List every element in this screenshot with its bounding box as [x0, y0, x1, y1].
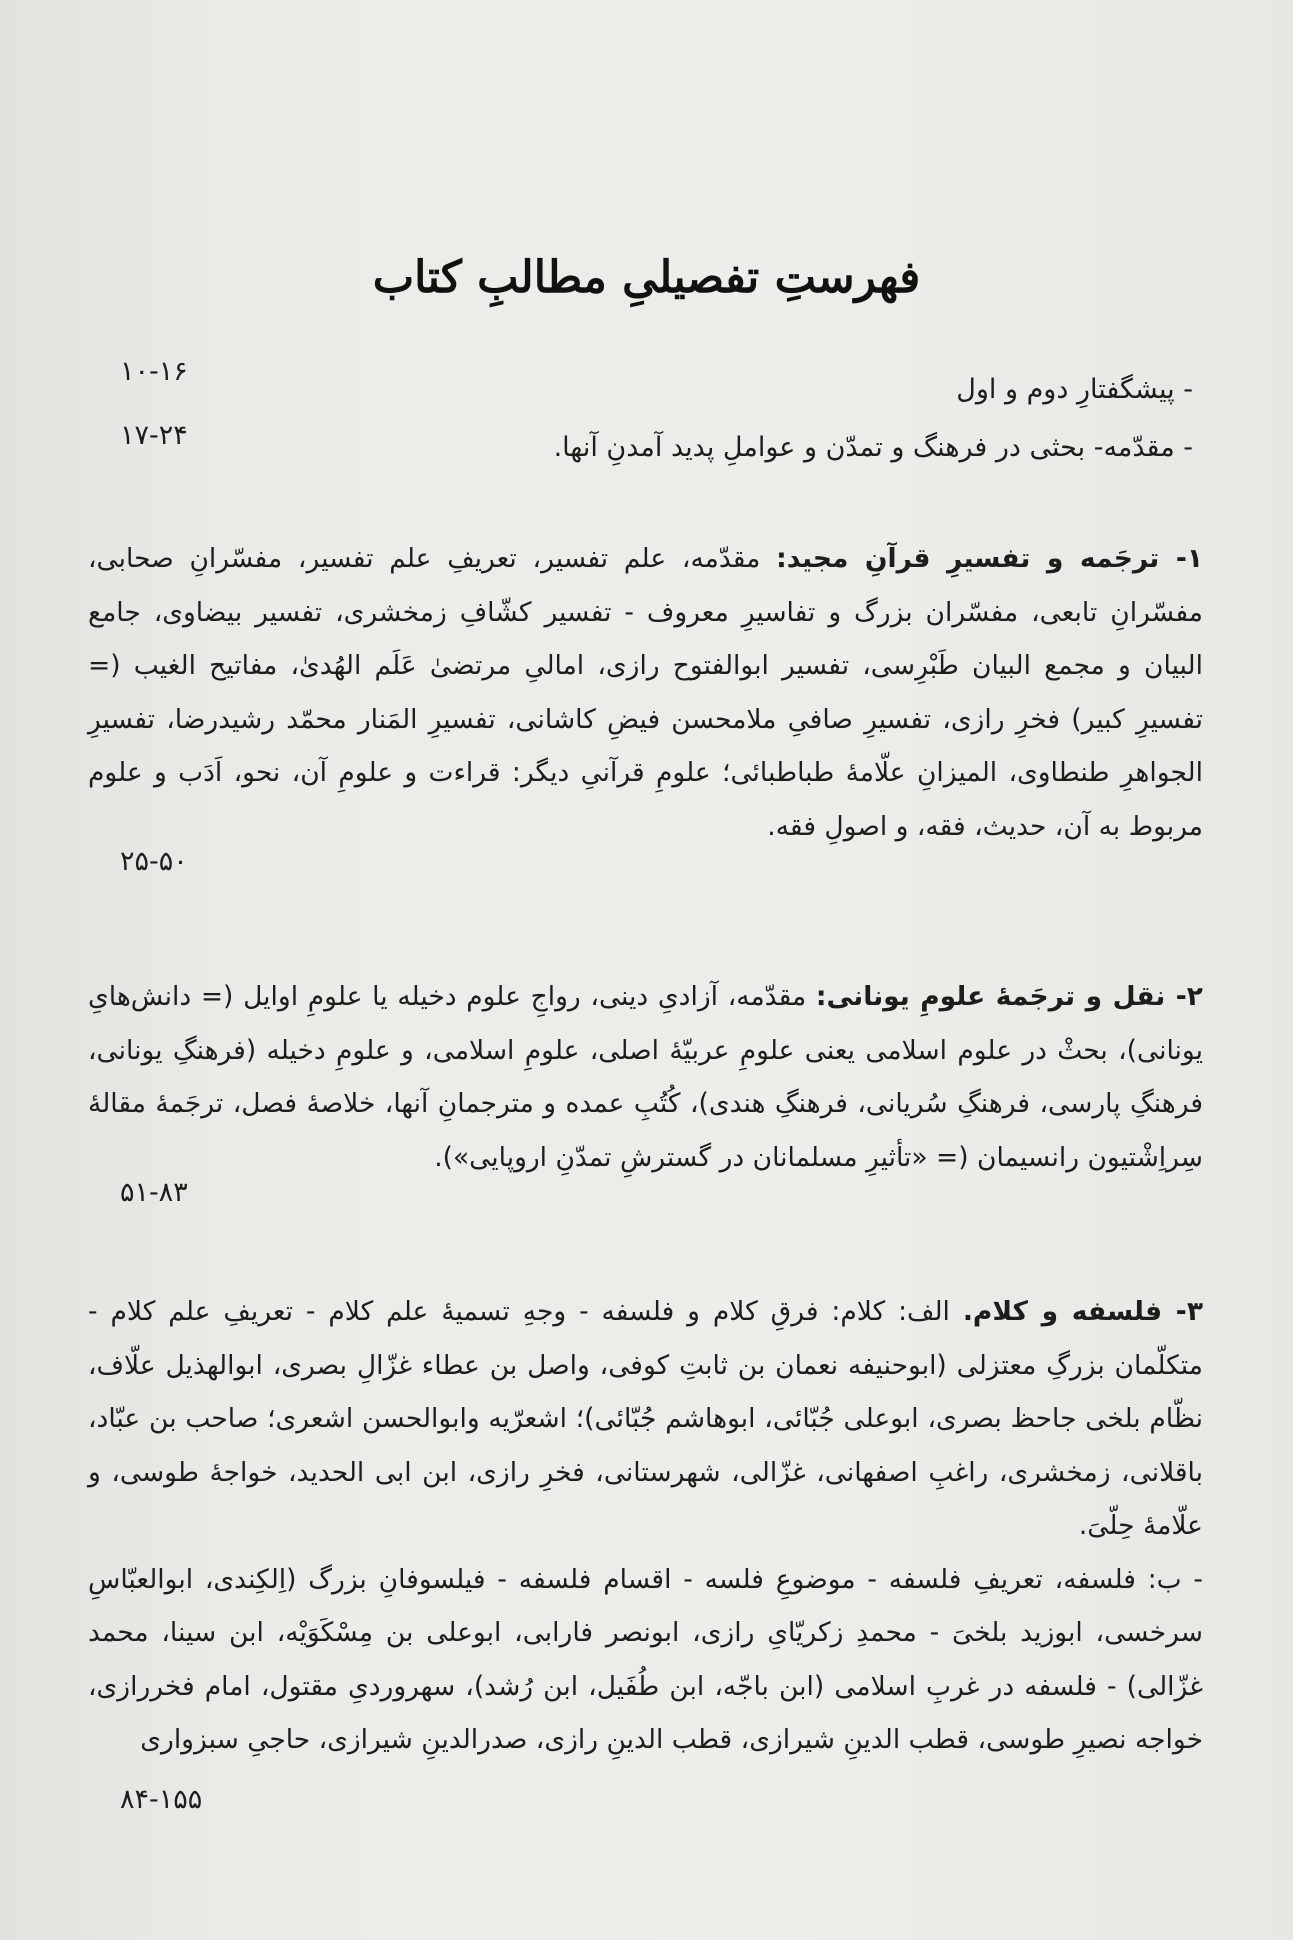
section-page-range: ۵۱-۸۳ — [120, 1177, 188, 1208]
section-body: - ب: فلسفه، تعریفِ فلسفه - موضوعِ فلسه - اقسام فلسفه - فیلسوفانِ بزرگ (اِلکِندی، ابوالعبّاسِ سرخسی، ابوزید بلخیَ - محمدِ زکریّایِ رازی، ابونصر فارابی، ابوعلی بن مِسْکَوَیْه، ابن سینا، محمد غزّالی) - فلسفه در غربِ اسلامی (ابن باجّه، ابن طُفَیل، ابن رُشد)، سهروردیِ مقتول، امام فخررازی، خواجه نصیرِ طوسی، قطب الدینِ شیرازی، قطب الدینِ رازی، صدرالدینِ شیرازی، حاجیِ سبزواری — [88, 1563, 1203, 1755]
intro-entry: - مقدّمه- بحثی در فرهنگ و تمدّن و عواملِ پدید آمدنِ آنها. — [553, 432, 1193, 463]
section-heading: ۱- ترجَمه و تفسیرِ قرآنِ مجید: — [776, 543, 1203, 574]
section-page-range: ۸۴-۱۵۵ — [120, 1784, 203, 1815]
section-body: الف: کلام: فرقِ کلام و فلسفه - وجهِ تسمیهٔ علم کلام - تعریفِ علم کلام - متکلّمان بزرگِ معتزلی (ابوحنیفه نعمان بن ثابتِ کوفی، واصل بن عطاء غزّالِ بصری، ابوالهذیل علّاف، نظّام بلخی جاحظ بصری، ابوعلی جُبّائی، ابوهاشم جُبّائی)؛ اشعرّیه وابوالحسن اشعری؛ صاحب بن عبّاد، باقلانی، زمخشری، راغبِ اصفهانی، غزّالی، شهرستانی، فخرِ رازی، ابن ابی الحدید، خواجهٔ طوسی، و علّامهٔ حِلّیَ. — [88, 1296, 1203, 1541]
section-paragraph — [88, 1553, 1203, 1767]
preface-entry: - پیشگفتارِ دوم و اول — [956, 374, 1193, 405]
preface-page-range: ۱۰-۱۶ — [120, 356, 188, 387]
section-paragraph — [88, 970, 1203, 1184]
section-quran-translation-exegesis — [88, 532, 1203, 853]
section-philosophy-theology — [88, 1285, 1203, 1767]
section-page-range: ۲۵-۵۰ — [120, 846, 188, 877]
intro-page-range: ۱۷-۲۴ — [120, 420, 188, 451]
section-paragraph — [88, 532, 1203, 853]
section-body: مقدّمه، آزادیِ دینی، رواجِ علوم دخیله یا علومِ اوایل (= دانش‌هایِ یونانی)، بحثْ در علوم اسلامی یعنی علومِ عربیّهٔ اصلی، علومِ اسلامی، و علومِ دخیله (فرهنگِ یونانی، فرهنگِ پارسی، فرهنگِ سُریانی، فرهنگِ هندی)، کُتُبِ عمده و مترجمانِ آنها، خلاصهٔ فصل، ترجَمهٔ مقالهٔ سِراِشْتیون رانسیمان (= «تأثیرِ مسلمانان در گسترشِ تمدّنِ اروپایی»). — [88, 981, 1203, 1173]
section-heading: ۳- فلسفه و کلام. — [962, 1296, 1203, 1327]
page-title: فهرستِ تفصیلیِ مطالبِ کتاب — [372, 252, 921, 303]
section-paragraph — [88, 1285, 1203, 1553]
section-greek-sciences-translation — [88, 970, 1203, 1184]
section-body: مقدّمه، علم تفسیر، تعریفِ علم تفسیر، مفسّرانِ صحابی، مفسّرانِ تابعی، مفسّران بزرگ و تفاسیرِ معروف - تفسیر کشّافِ زمخشری، تفسیر بیضاوی، جامع البیان و مجمع البیان طَبْرِسی، تفسیر ابوالفتوح رازی، امالیِ مرتضیٰ عَلَم الهُدیٰ، مفاتیح الغیب (= تفسیرِ کبیر) فخرِ رازی، تفسیرِ صافیِ ملامحسن فیضِ کاشانی، تفسیرِ المَنار محمّد رشیدرضا، تفسیرِ الجواهرِ طنطاوی، المیزانِ علّامهٔ طباطبائی؛ علومِ قرآنیِ دیگر: قراءت و علومِ آن، نحو، اَدَب و علوم مربوط به آن، حدیث، فقه، و اصولِ فقه. — [88, 543, 1203, 842]
section-heading: ۲- نقل و ترجَمهٔ علومِ یونانی: — [815, 981, 1203, 1012]
